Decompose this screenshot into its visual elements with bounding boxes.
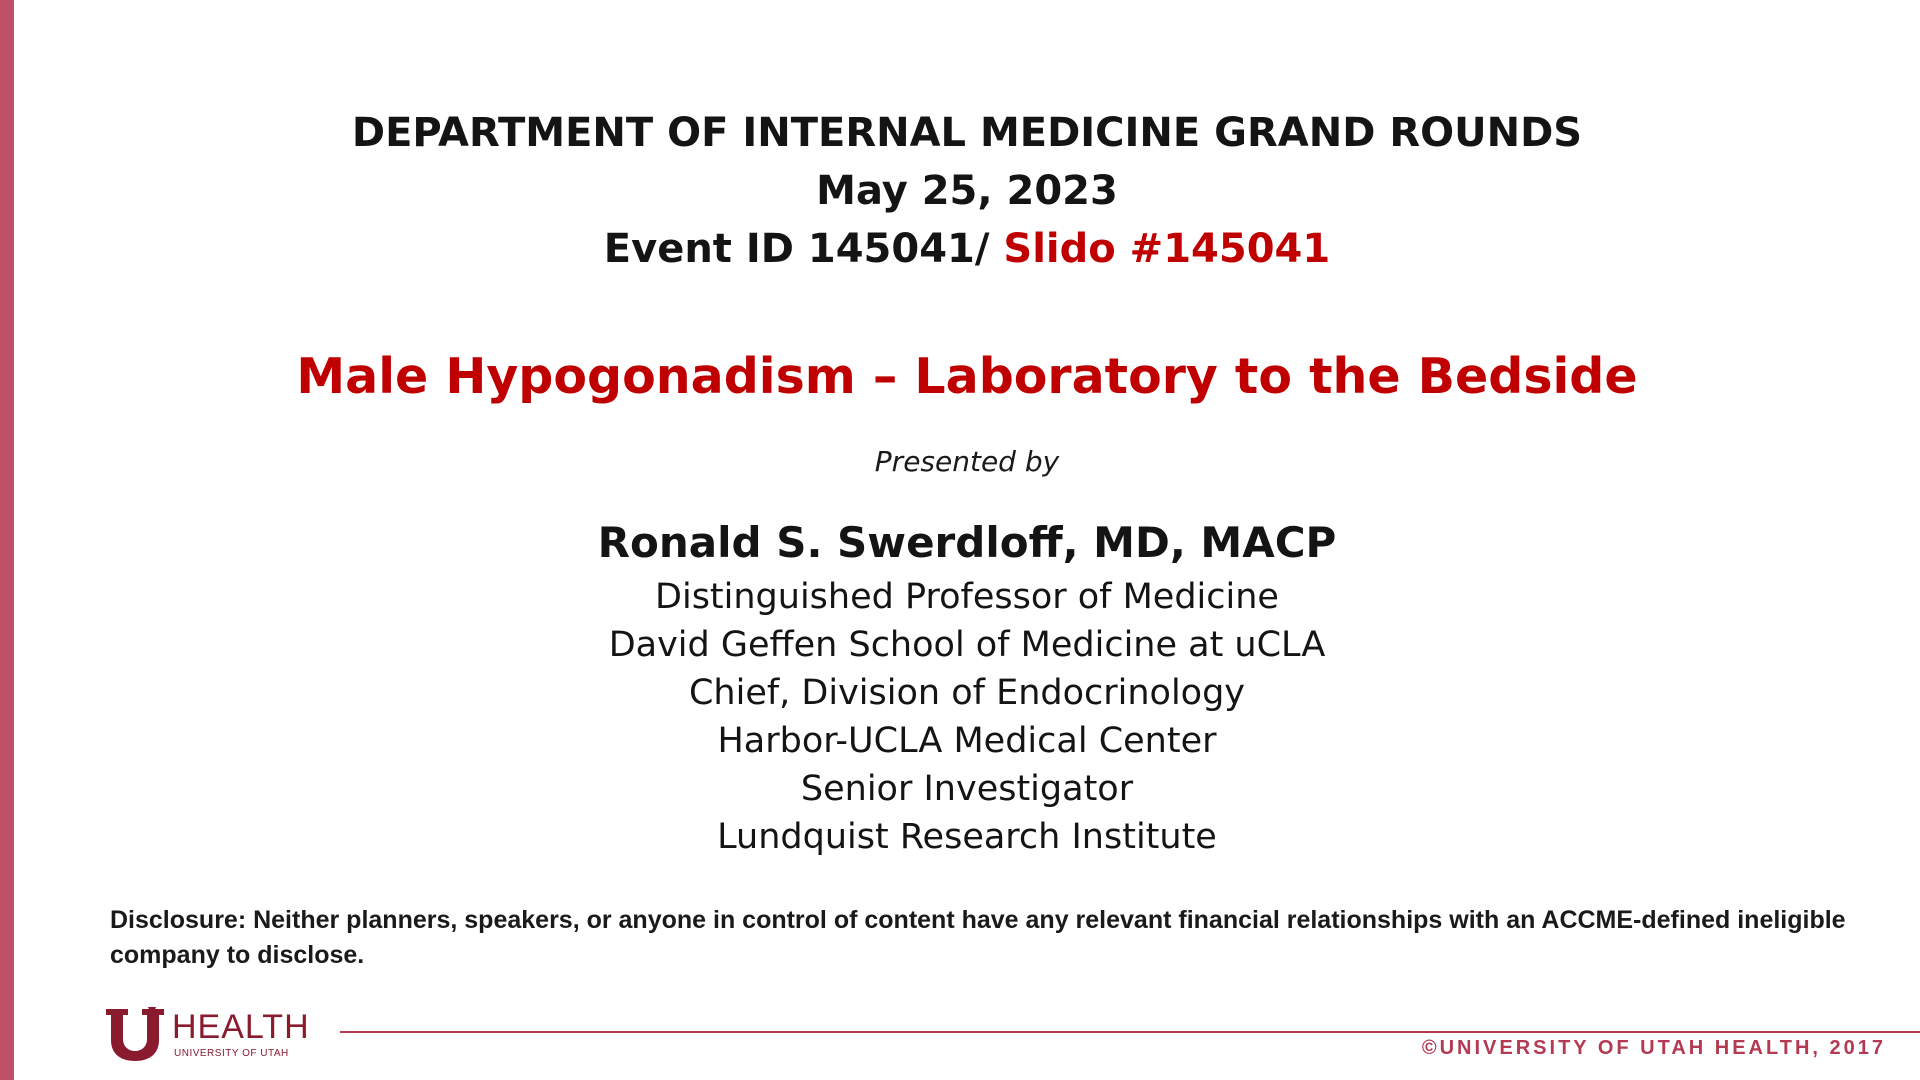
- slide: [14, 0, 1920, 1080]
- disclosure-text: Disclosure: Neither planners, speakers, or anyone in control of content have any relevant financial relationships with an ACCME-defined ineligible company to disclose.: [110, 906, 1846, 969]
- left-accent-bar: [0, 0, 14, 1080]
- university-of-utah-health-logo: [102, 1003, 342, 1069]
- credential-line: David Geffen School of Medicine at uCLA: [608, 625, 1326, 665]
- credential-line: Harbor-UCLA Medical Center: [717, 721, 1217, 761]
- slido-code: Slido #145041: [1003, 226, 1331, 272]
- event-header: [14, 104, 1920, 278]
- logo-wordmark: HEALTH: [172, 1008, 310, 1046]
- department-heading: DEPARTMENT OF INTERNAL MEDICINE GRAND ROUNDS: [351, 110, 1583, 156]
- presented-by-label: Presented by: [874, 445, 1060, 478]
- university-of-utah-u-logo-icon: [102, 1003, 168, 1065]
- event-id-line: [14, 220, 1920, 278]
- copyright-notice: ©UNIVERSITY OF UTAH HEALTH, 2017: [1421, 1037, 1886, 1059]
- credential-line: Chief, Division of Endocrinology: [688, 673, 1246, 713]
- credential-line: Senior Investigator: [800, 769, 1134, 809]
- footer-divider: [340, 1031, 1920, 1033]
- talk-title: Male Hypogonadism – Laboratory to the Bedside: [296, 348, 1638, 405]
- credential-line: Lundquist Research Institute: [717, 817, 1217, 857]
- event-date: May 25, 2023: [816, 168, 1118, 214]
- logo-subtext: UNIVERSITY OF UTAH: [174, 1048, 289, 1059]
- presenter-credentials: [14, 573, 1920, 861]
- credential-line: Distinguished Professor of Medicine: [655, 577, 1279, 617]
- presenter-name: Ronald S. Swerdloff, MD, MACP: [597, 518, 1337, 567]
- event-id: Event ID 145041/: [603, 226, 990, 272]
